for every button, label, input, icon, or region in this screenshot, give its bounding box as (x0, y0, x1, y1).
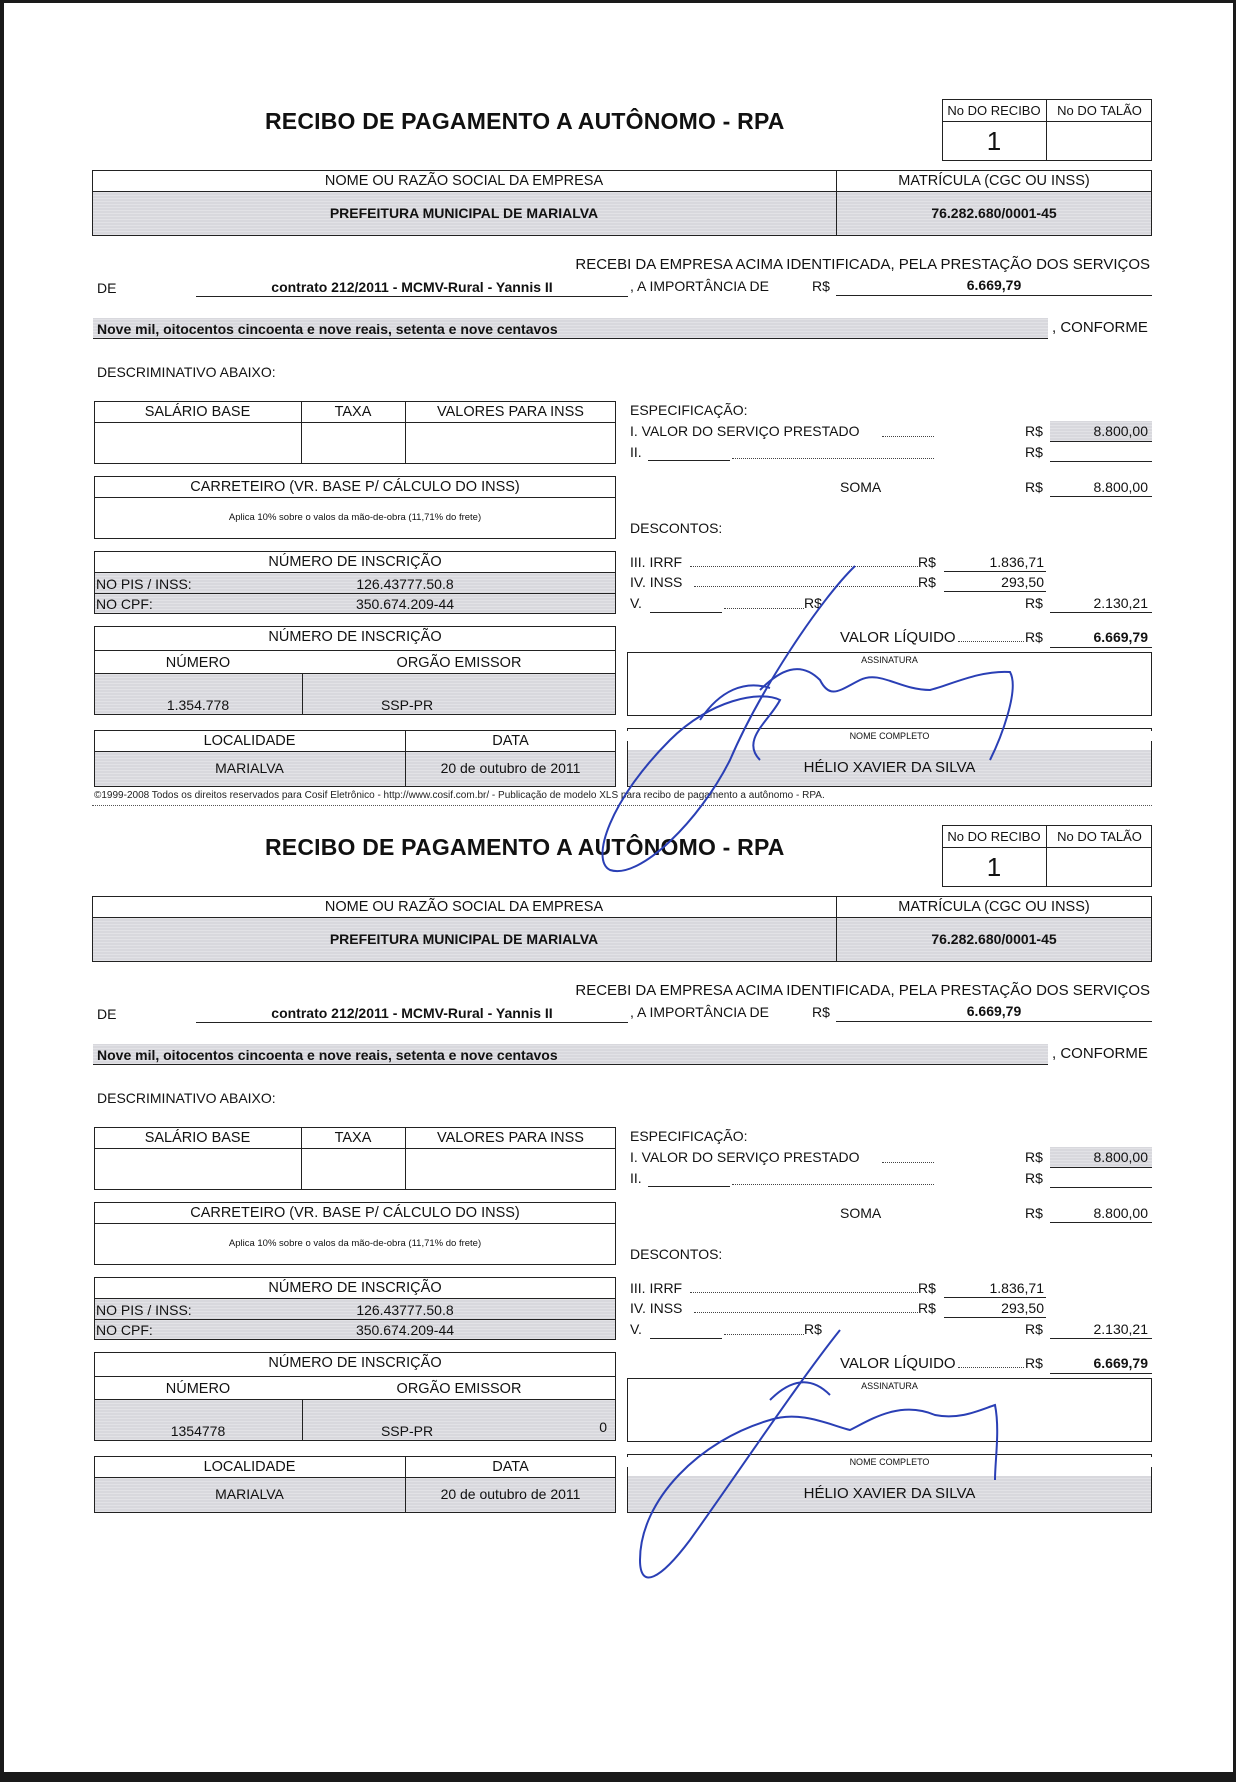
irrf-label: III. IRRF (630, 554, 683, 570)
soma-value: 8.800,00 (1093, 479, 1148, 495)
irrf-value: 1.836,71 (989, 554, 1044, 570)
spec-i-currency: R$ (1025, 423, 1043, 439)
discount-total-currency: R$ (1025, 1321, 1043, 1337)
received-text: RECEBI DA EMPRESA ACIMA IDENTIFICADA, PELA PRESTAÇÃO DOS SERVIÇOS (575, 256, 1150, 273)
receipt-no-label: No DO RECIBO (947, 829, 1041, 844)
base-salary-label: SALÁRIO BASE (144, 404, 251, 420)
inscription2-label: NÚMERO DE INSCRIÇÃO (268, 629, 442, 645)
signature-label: ASSINATURA (861, 655, 918, 665)
v-currency: R$ (804, 595, 822, 611)
number-label: NÚMERO (165, 655, 231, 671)
copyright-footnote: ©1999-2008 Todos os direitos reservados para Cosif Eletrônico - http://www.cosif.com.br/ - Publicação de modelo XLS para recibo de pagamento a autônomo - RPA. (94, 790, 825, 801)
pis-label: NO PIS / INSS: (96, 576, 192, 592)
irrf-currency: R$ (918, 554, 936, 570)
signature-label: ASSINATURA (861, 1381, 918, 1391)
company-name-label: NOME OU RAZÃO SOCIAL DA EMPRESA (324, 173, 604, 189)
number-label: NÚMERO (165, 1381, 231, 1397)
net-label: VALOR LÍQUIDO (840, 1355, 956, 1372)
inscription-label: NÚMERO DE INSCRIÇÃO (268, 554, 442, 570)
registration-label: MATRÍCULA (CGC OU INSS) (898, 899, 1090, 915)
currency-label: R$ (812, 278, 830, 294)
issuer-value: SSP-PR (380, 697, 434, 713)
conforme-label: , CONFORME (1052, 319, 1148, 336)
company-name: PREFEITURA MUNICIPAL DE MARIALVA (329, 931, 599, 947)
locality-label: LOCALIDADE (203, 733, 296, 749)
irrf-label: III. IRRF (630, 1280, 683, 1296)
receipt (0, 726, 1236, 1502)
inss-label: IV. INSS (630, 1300, 683, 1316)
spec-ii-label: II. (630, 1170, 642, 1186)
cpf-value: 350.674.209-44 (355, 596, 455, 612)
carreteiro-label: CARRETEIRO (VR. BASE P/ CÁLCULO DO INSS) (190, 479, 520, 495)
scan-edge-bottom (0, 1772, 1236, 1782)
net-value: 6.669,79 (1093, 629, 1148, 645)
soma-currency: R$ (1025, 479, 1043, 495)
spec-i-value: 8.800,00 (1093, 423, 1148, 439)
importance-label: , A IMPORTÂNCIA DE (630, 1004, 770, 1020)
de-label: DE (97, 1006, 117, 1022)
inss-currency: R$ (918, 574, 936, 590)
cpf-value: 350.674.209-44 (355, 1322, 455, 1338)
date-label: DATA (492, 733, 529, 749)
locality-value: MARIALVA (215, 760, 284, 776)
amount-value: 6.669,79 (966, 277, 1022, 293)
irrf-value: 1.836,71 (989, 1280, 1044, 1296)
service-description: contrato 212/2011 - MCMV-Rural - Yannis II (271, 279, 553, 295)
receipt-no-label: No DO RECIBO (947, 103, 1041, 118)
v-currency: R$ (804, 1321, 822, 1337)
fullname-label: NOME COMPLETO (627, 1457, 1152, 1467)
rate-label: TAXA (334, 1130, 372, 1146)
currency-label: R$ (812, 1004, 830, 1020)
receipt-no-value: 1 (986, 852, 1002, 882)
inss-values-label: VALORES PARA INSS (437, 1130, 584, 1146)
received-text: RECEBI DA EMPRESA ACIMA IDENTIFICADA, PELA PRESTAÇÃO DOS SERVIÇOS (575, 982, 1150, 999)
receipt-no-value: 1 (986, 126, 1002, 156)
inscription-label: NÚMERO DE INSCRIÇÃO (268, 1280, 442, 1296)
inss-value: 293,50 (1001, 574, 1044, 590)
issuer-extra: 0 (599, 1419, 607, 1435)
inscription2-label: NÚMERO DE INSCRIÇÃO (268, 1355, 442, 1371)
fullname-label: NOME COMPLETO (627, 731, 1152, 741)
spec-ii-currency: R$ (1025, 444, 1043, 460)
irrf-currency: R$ (918, 1280, 936, 1296)
inss-label: IV. INSS (630, 574, 683, 590)
soma-label: SOMA (840, 479, 882, 495)
net-value: 6.669,79 (1093, 1355, 1148, 1371)
de-label: DE (97, 280, 117, 296)
number-value: 1354778 (170, 1423, 226, 1439)
issuer-label: ORGÃO EMISSOR (396, 1381, 522, 1397)
service-description: contrato 212/2011 - MCMV-Rural - Yannis II (271, 1005, 553, 1021)
net-currency: R$ (1025, 1355, 1043, 1371)
v-label: V. (630, 1321, 642, 1337)
conforme-label: , CONFORME (1052, 1045, 1148, 1062)
pis-label: NO PIS / INSS: (96, 1302, 192, 1318)
issuer-label: ORGÃO EMISSOR (396, 655, 522, 671)
spec-ii-label: II. (630, 444, 642, 460)
cpf-label: NO CPF: (96, 1322, 153, 1338)
pis-value: 126.43777.50.8 (356, 1302, 454, 1318)
locality-value: MARIALVA (215, 1486, 284, 1502)
carreteiro-note: Aplica 10% sobre o valos da mão-de-obra (11,71% do frete) (228, 1238, 482, 1249)
soma-currency: R$ (1025, 1205, 1043, 1221)
date-value: 20 de outubro de 2011 (440, 760, 581, 776)
receipt (0, 0, 1236, 776)
registration-number: 76.282.680/0001-45 (931, 931, 1057, 947)
company-name: PREFEITURA MUNICIPAL DE MARIALVA (329, 205, 599, 221)
soma-label: SOMA (840, 1205, 882, 1221)
talao-no-label: No DO TALÃO (1057, 103, 1142, 118)
locality-label: LOCALIDADE (203, 1459, 296, 1475)
discount-total-currency: R$ (1025, 595, 1043, 611)
company-name-label: NOME OU RAZÃO SOCIAL DA EMPRESA (324, 899, 604, 915)
spec-i-label: I. VALOR DO SERVIÇO PRESTADO (630, 1149, 860, 1165)
discounts-label: DESCONTOS: (630, 520, 723, 536)
rate-label: TAXA (334, 404, 372, 420)
fullname-value: HÉLIO XAVIER DA SILVA (803, 759, 976, 776)
discriminative-label: DESCRIMINATIVO ABAIXO: (97, 1090, 276, 1106)
registration-number: 76.282.680/0001-45 (931, 205, 1057, 221)
date-label: DATA (492, 1459, 529, 1475)
amount-value: 6.669,79 (966, 1003, 1022, 1019)
inss-currency: R$ (918, 1300, 936, 1316)
amount-in-words: Nove mil, oitocentos cincoenta e nove reais, setenta e nove centavos (97, 321, 558, 337)
receipt-title: RECIBO DE PAGAMENTO A AUTÔNOMO - RPA (265, 108, 785, 134)
base-salary-label: SALÁRIO BASE (144, 1130, 251, 1146)
fullname-value: HÉLIO XAVIER DA SILVA (803, 1485, 976, 1502)
net-label: VALOR LÍQUIDO (840, 629, 956, 646)
cut-line (92, 805, 1152, 806)
discount-total: 2.130,21 (1093, 1321, 1148, 1337)
date-value: 20 de outubro de 2011 (440, 1486, 581, 1502)
spec-ii-currency: R$ (1025, 1170, 1043, 1186)
discriminative-label: DESCRIMINATIVO ABAIXO: (97, 364, 276, 380)
cpf-label: NO CPF: (96, 596, 153, 612)
spec-i-label: I. VALOR DO SERVIÇO PRESTADO (630, 423, 860, 439)
carreteiro-label: CARRETEIRO (VR. BASE P/ CÁLCULO DO INSS) (190, 1205, 520, 1221)
amount-in-words: Nove mil, oitocentos cincoenta e nove reais, setenta e nove centavos (97, 1047, 558, 1063)
spec-label: ESPECIFICAÇÃO: (630, 402, 748, 418)
registration-label: MATRÍCULA (CGC OU INSS) (898, 173, 1090, 189)
carreteiro-note: Aplica 10% sobre o valos da mão-de-obra (11,71% do frete) (228, 512, 482, 523)
number-value: 1.354.778 (166, 697, 230, 713)
receipt-title: RECIBO DE PAGAMENTO A AUTÔNOMO - RPA (265, 834, 785, 860)
discount-total: 2.130,21 (1093, 595, 1148, 611)
discounts-label: DESCONTOS: (630, 1246, 723, 1262)
importance-label: , A IMPORTÂNCIA DE (630, 278, 770, 294)
issuer-value: SSP-PR (380, 1423, 434, 1439)
inss-value: 293,50 (1001, 1300, 1044, 1316)
spec-i-value: 8.800,00 (1093, 1149, 1148, 1165)
pis-value: 126.43777.50.8 (356, 576, 454, 592)
soma-value: 8.800,00 (1093, 1205, 1148, 1221)
inss-values-label: VALORES PARA INSS (437, 404, 584, 420)
net-currency: R$ (1025, 629, 1043, 645)
spec-label: ESPECIFICAÇÃO: (630, 1128, 748, 1144)
talao-no-label: No DO TALÃO (1057, 829, 1142, 844)
spec-i-currency: R$ (1025, 1149, 1043, 1165)
v-label: V. (630, 595, 642, 611)
